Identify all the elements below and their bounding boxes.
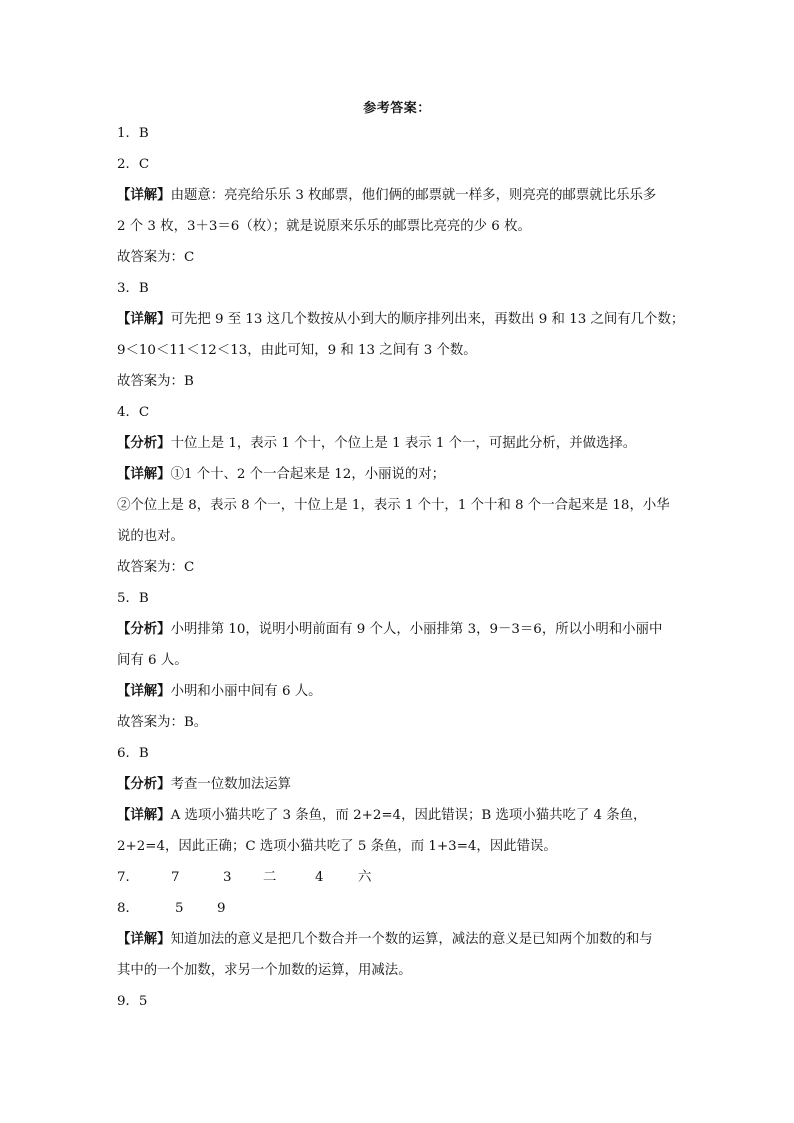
answer-line (117, 614, 687, 645)
answer-line (117, 335, 687, 366)
line-text: 2+2=4，因此正确；C 选项小猫共吃了 5 条鱼，而 1+3=4，因此错误。 (117, 839, 557, 854)
line-text: 9＜10＜11＜12＜13，由此可知，9 和 13 之间有 3 个数。 (117, 343, 477, 358)
answer-line (117, 149, 687, 180)
answer-line (117, 924, 687, 955)
line-text: 其中的一个加数，求另一个加数的运算，用减法。 (117, 963, 412, 978)
answer-line (117, 490, 687, 521)
answer-line (117, 583, 687, 614)
line-text: 知道加法的意义是把几个数合并一个数的运算，减法的意义是已知两个加数的和与 (170, 932, 653, 947)
question-number: 8． (117, 901, 139, 916)
line-tag: 【详解】 (117, 311, 171, 327)
line-text: 小明排第 10，说明小明前面有 9 个人，小丽排第 3，9－3＝6，所以小明和小丽中 (170, 622, 663, 637)
blank-answer: 二 (263, 870, 277, 885)
line-text: 故答案为：B。 (117, 715, 208, 730)
answer-line (117, 211, 687, 242)
blank-answer: 9 (217, 901, 226, 916)
answer-line (117, 521, 687, 552)
line-text: 4．C (117, 405, 150, 420)
answer-line (117, 242, 687, 273)
line-text: 由题意：亮亮给乐乐 3 枚邮票，他们俩的邮票就一样多，则亮亮的邮票就比乐乐多 (170, 188, 657, 203)
q7-answer-row (117, 862, 687, 893)
line-text: 2 个 3 枚，3＋3＝6（枚）；就是说原来乐乐的邮票比亮亮的少 6 枚。 (117, 219, 531, 234)
line-text: 1．B (117, 126, 149, 141)
answer-line (117, 645, 687, 676)
blank-answer: 六 (358, 870, 372, 885)
line-tag: 【详解】 (117, 683, 171, 699)
line-tag: 【详解】 (117, 466, 171, 482)
answer-line (117, 366, 687, 397)
line-text: 间有 6 人。 (117, 653, 188, 668)
answer-line (117, 738, 687, 769)
answer-line (117, 676, 687, 707)
answer-line (117, 769, 687, 800)
q8-answer-row (117, 893, 687, 924)
line-tag: 【详解】 (117, 931, 171, 947)
answer-line (117, 552, 687, 583)
answer-line (117, 304, 687, 335)
page-title: 参考答案： (363, 101, 431, 116)
line-text: 故答案为：B (117, 374, 194, 389)
answer-line (117, 180, 687, 211)
line-text: 3．B (117, 281, 149, 296)
line-text: 故答案为：C (117, 560, 195, 575)
line-tag: 【详解】 (117, 807, 171, 823)
line-text: 9．5 (117, 994, 148, 1009)
answer-content (117, 118, 687, 1017)
line-text: 考查一位数加法运算 (170, 777, 292, 792)
line-text: 说的也对。 (117, 529, 184, 544)
blank-answer: 4 (315, 870, 324, 885)
answer-line (117, 459, 687, 490)
line-tag: 【分析】 (117, 621, 171, 637)
line-text: 2．C (117, 157, 150, 172)
line-tag: 【详解】 (117, 187, 171, 203)
question-number: 7． (117, 870, 139, 885)
answer-line (117, 397, 687, 428)
answer-line (117, 707, 687, 738)
line-text: A 选项小猫共吃了 3 条鱼，而 2+2=4，因此错误；B 选项小猫共吃了 4 条鱼， (170, 808, 647, 823)
line-text: 6．B (117, 746, 149, 761)
answer-line (117, 986, 687, 1017)
answer-line (117, 273, 687, 304)
answer-line (117, 118, 687, 149)
blank-answer: 5 (175, 901, 184, 916)
answer-line (117, 800, 687, 831)
answer-line (117, 831, 687, 862)
line-tag: 【分析】 (117, 776, 171, 792)
blank-answer: 3 (223, 870, 232, 885)
line-text: 小明和小丽中间有 6 人。 (170, 684, 322, 699)
line-text: 5．B (117, 591, 149, 606)
line-text: ②个位上是 8，表示 8 个一，十位上是 1，表示 1 个十，1 个十和 8 个一合起来是 18，小华 (117, 498, 670, 513)
line-text: 可先把 9 至 13 这几个数按从小到大的顺序排列出来，再数出 9 和 13 之间有几个数； (170, 312, 685, 327)
answer-line (117, 955, 687, 986)
line-text: ①1 个十、2 个一合起来是 12，小丽说的对； (170, 467, 446, 482)
line-text: 十位上是 1，表示 1 个十，个位上是 1 表示 1 个一，可据此分析，并做选择。 (170, 436, 637, 451)
answer-line (117, 428, 687, 459)
line-text: 故答案为：C (117, 250, 195, 265)
blank-answer: 7 (171, 870, 180, 885)
line-tag: 【分析】 (117, 435, 171, 451)
